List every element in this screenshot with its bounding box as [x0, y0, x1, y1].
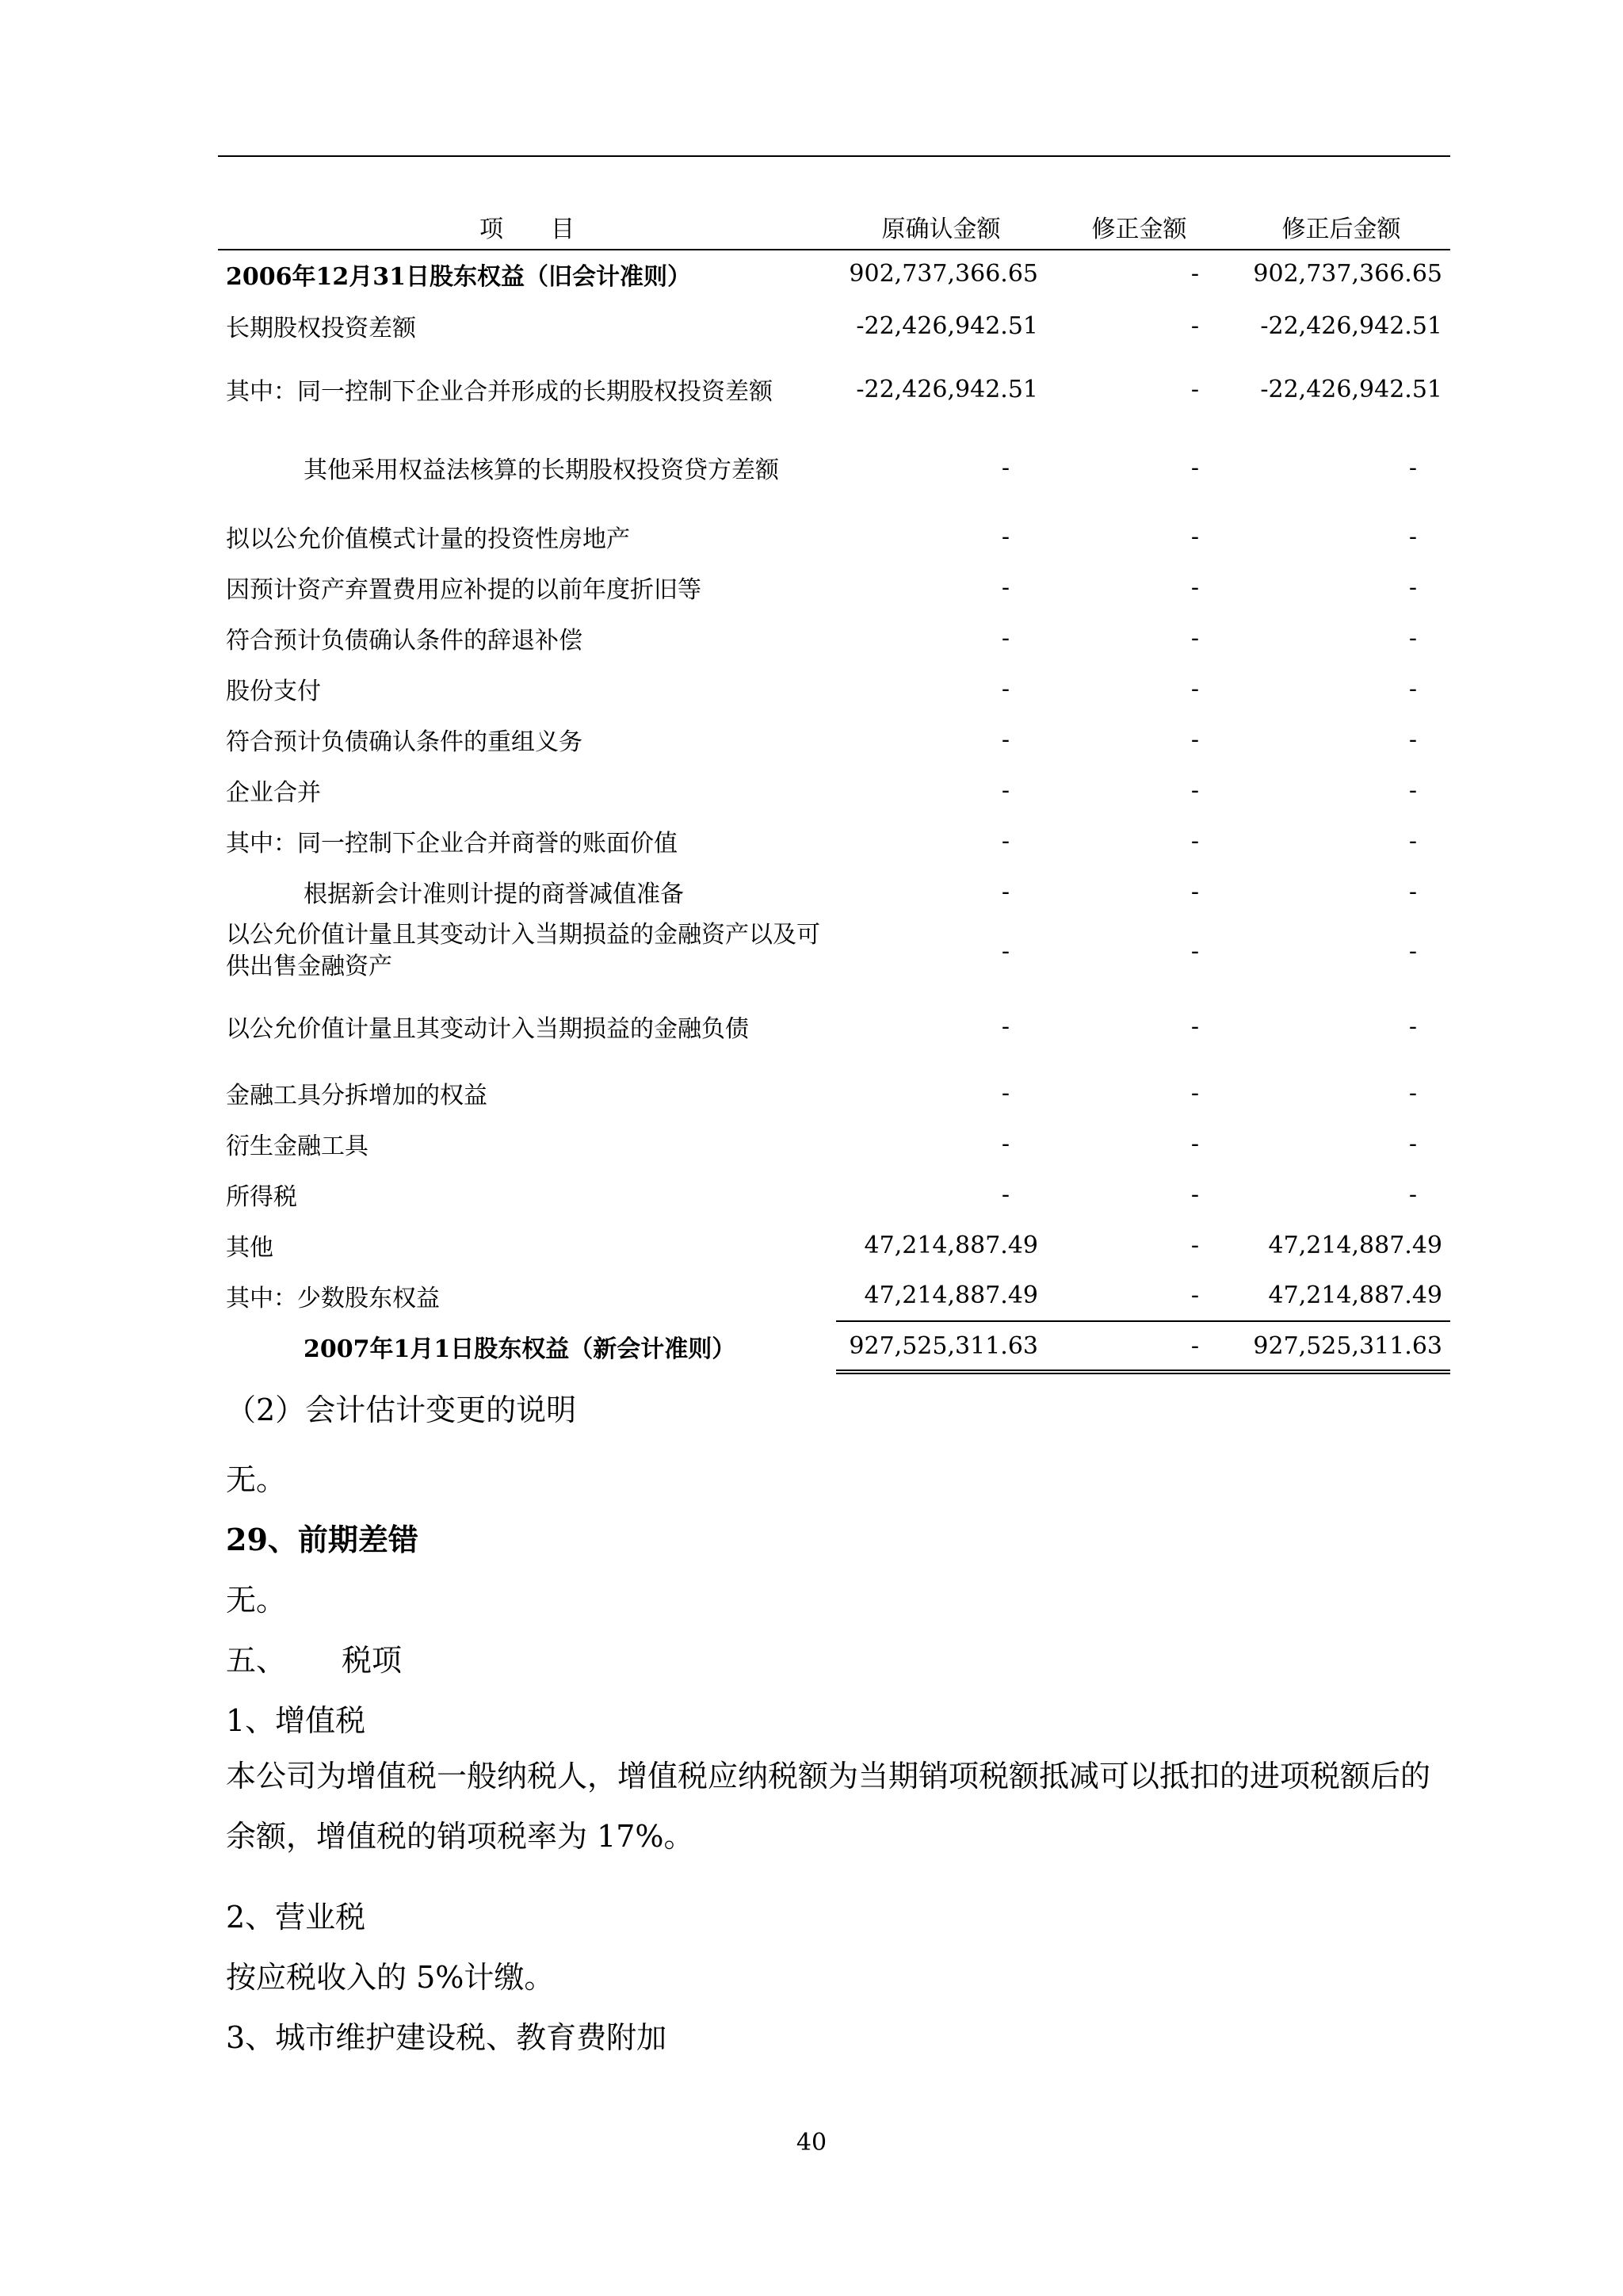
cell-item: 因预计资产弃置费用应补提的以前年度折旧等	[226, 576, 701, 604]
paragraph-none-2: 无。	[226, 1583, 287, 1618]
table-row	[218, 250, 1450, 297]
cell-item: 衍生金融工具	[226, 1133, 369, 1160]
cell-item: 2006年12月31日股东权益（旧会计准则）	[226, 262, 691, 291]
cell-original-amount: 47,214,887.49	[864, 1282, 1038, 1309]
cell-correction-amount: -	[1190, 624, 1199, 652]
cell-corrected-amount: -	[1408, 674, 1417, 703]
cell-original-amount: -	[1001, 573, 1010, 602]
cell-correction-amount: -	[1190, 573, 1199, 602]
cell-correction-amount: -	[1190, 1079, 1199, 1107]
table-row	[218, 1270, 1450, 1321]
table-row	[218, 297, 1450, 354]
section-tax-title	[226, 1643, 403, 1678]
cell-item: 以公允价值计量且其变动计入当期损益的金融资产以及可供出售金融资产	[226, 921, 820, 980]
table-row	[218, 816, 1450, 866]
cell-correction-amount: -	[1190, 877, 1199, 906]
cell-corrected-amount: -	[1408, 937, 1417, 965]
cell-corrected-amount: 47,214,887.49	[1268, 1282, 1442, 1309]
table-row	[218, 1321, 1450, 1372]
subsection-business-tax-title: 2、营业税	[226, 1900, 366, 1935]
header-original-amount: 原确认金额	[836, 204, 1046, 250]
cell-corrected-amount: -	[1408, 877, 1417, 906]
cell-corrected-amount: -	[1408, 1079, 1417, 1107]
cell-corrected-amount: -22,426,942.51	[1260, 375, 1442, 403]
cell-correction-amount: -	[1190, 1129, 1199, 1158]
cell-correction-amount: -	[1190, 522, 1199, 551]
table-row	[218, 714, 1450, 765]
cell-corrected-amount: 927,525,311.63	[1232, 1321, 1450, 1372]
table-header-row	[218, 204, 1450, 250]
cell-correction-amount: -	[1190, 453, 1199, 482]
cell-original-amount: -	[1001, 1180, 1010, 1209]
cell-original-amount: -	[1001, 1012, 1010, 1041]
paragraph-estimate-change-title: （2）会计估计变更的说明	[226, 1392, 577, 1427]
cell-item: 其中：同一控制下企业合并商誉的账面价值	[226, 830, 678, 858]
cell-correction-amount: -	[1046, 1321, 1232, 1372]
cell-correction-amount: -	[1190, 311, 1199, 340]
cell-item: 根据新会计准则计提的商誉减值准备	[304, 881, 684, 908]
table-row	[218, 1169, 1450, 1220]
cell-correction-amount: -	[1190, 674, 1199, 703]
cell-correction-amount: -	[1190, 1012, 1199, 1041]
subsection-vat-title: 1、增值税	[226, 1703, 366, 1738]
cell-original-amount: -	[1001, 522, 1010, 551]
cell-item: 企业合并	[226, 779, 321, 807]
cell-original-amount: -22,426,942.51	[856, 311, 1038, 340]
cell-original-amount: -	[1001, 827, 1010, 855]
table-row	[218, 424, 1450, 511]
cell-item: 其他采用权益法核算的长期股权投资贷方差额	[304, 457, 779, 484]
cell-original-amount: -	[1001, 1129, 1010, 1158]
cell-original-amount: -	[1001, 624, 1010, 652]
paragraph-none-1: 无。	[226, 1462, 287, 1497]
table-row	[218, 562, 1450, 613]
cell-item: 其中：同一控制下企业合并形成的长期股权投资差额	[226, 378, 773, 406]
table-row	[218, 663, 1450, 714]
cell-corrected-amount: -	[1408, 624, 1417, 652]
cell-original-amount: -	[1001, 725, 1010, 754]
header-item: 项 目	[218, 204, 836, 250]
cell-corrected-amount: -22,426,942.51	[1260, 311, 1442, 340]
cell-corrected-amount: -	[1408, 776, 1417, 804]
cell-item: 长期股权投资差额	[226, 315, 416, 342]
cell-original-amount: -	[1001, 937, 1010, 965]
table-row	[218, 1068, 1450, 1118]
cell-corrected-amount: -	[1408, 1129, 1417, 1158]
table-row	[218, 866, 1450, 917]
cell-original-amount: -22,426,942.51	[856, 375, 1038, 403]
cell-corrected-amount: 47,214,887.49	[1268, 1231, 1442, 1259]
cell-corrected-amount: -	[1408, 522, 1417, 551]
header-corrected-amount: 修正后金额	[1232, 204, 1450, 250]
cell-original-amount: -	[1001, 453, 1010, 482]
cell-item: 其他	[226, 1234, 273, 1262]
cell-correction-amount: -	[1190, 1180, 1199, 1209]
paragraph-vat-description: 本公司为增值税一般纳税人，增值税应纳税额为当期销项税额抵减可以抵扣的进项税额后的余额，增值税的销项税率为 17%。	[226, 1759, 1431, 1854]
section-prior-errors-title: 29、前期差错	[226, 1522, 418, 1557]
table-row	[218, 985, 1450, 1068]
table-row	[218, 613, 1450, 663]
cell-correction-amount: -	[1190, 260, 1199, 288]
cell-item: 符合预计负债确认条件的重组义务	[226, 728, 582, 756]
cell-item: 符合预计负债确认条件的辞退补偿	[226, 627, 582, 655]
cell-correction-amount: -	[1190, 827, 1199, 855]
cell-correction-amount: -	[1190, 725, 1199, 754]
cell-original-amount: -	[1001, 776, 1010, 804]
cell-original-amount: 47,214,887.49	[864, 1231, 1038, 1259]
page-number: 40	[796, 2129, 827, 2157]
header-rule	[218, 155, 1450, 157]
table-row	[218, 354, 1450, 424]
paragraph-business-tax-description: 按应税收入的 5%计缴。	[226, 1960, 555, 1995]
cell-original-amount: -	[1001, 877, 1010, 906]
cell-corrected-amount: 902,737,366.65	[1253, 260, 1442, 288]
cell-correction-amount: -	[1190, 375, 1199, 403]
cell-corrected-amount: -	[1408, 453, 1417, 482]
cell-original-amount: 927,525,311.63	[836, 1321, 1046, 1372]
cell-original-amount: -	[1001, 674, 1010, 703]
section-tax-label: 税项	[342, 1643, 403, 1678]
header-correction-amount: 修正金额	[1046, 204, 1232, 250]
section-tax-number: 五、	[226, 1643, 287, 1678]
cell-item: 所得税	[226, 1183, 297, 1211]
subsection-city-tax-title: 3、城市维护建设税、教育费附加	[226, 2020, 667, 2055]
cell-correction-amount: -	[1190, 1231, 1199, 1259]
table-row	[218, 917, 1450, 985]
cell-correction-amount: -	[1190, 1282, 1199, 1309]
cell-correction-amount: -	[1190, 776, 1199, 804]
cell-corrected-amount: -	[1408, 725, 1417, 754]
cell-corrected-amount: -	[1408, 1180, 1417, 1209]
cell-item: 股份支付	[226, 678, 321, 705]
cell-corrected-amount: -	[1408, 573, 1417, 602]
cell-corrected-amount: -	[1408, 1012, 1417, 1041]
cell-item: 2007年1月1日股东权益（新会计准则）	[304, 1335, 736, 1363]
cell-item: 其中：少数股东权益	[226, 1285, 440, 1312]
equity-reconciliation-table	[218, 204, 1450, 1374]
table-row	[218, 765, 1450, 816]
table-row	[218, 511, 1450, 562]
cell-correction-amount: -	[1190, 937, 1199, 965]
cell-original-amount: -	[1001, 1079, 1010, 1107]
cell-item: 金融工具分拆增加的权益	[226, 1082, 487, 1110]
cell-item: 拟以公允价值模式计量的投资性房地产	[226, 525, 630, 553]
cell-corrected-amount: -	[1408, 827, 1417, 855]
table-row	[218, 1220, 1450, 1270]
cell-item: 以公允价值计量且其变动计入当期损益的金融负债	[226, 1015, 749, 1043]
table-row	[218, 1118, 1450, 1169]
cell-original-amount: 902,737,366.65	[849, 260, 1038, 288]
